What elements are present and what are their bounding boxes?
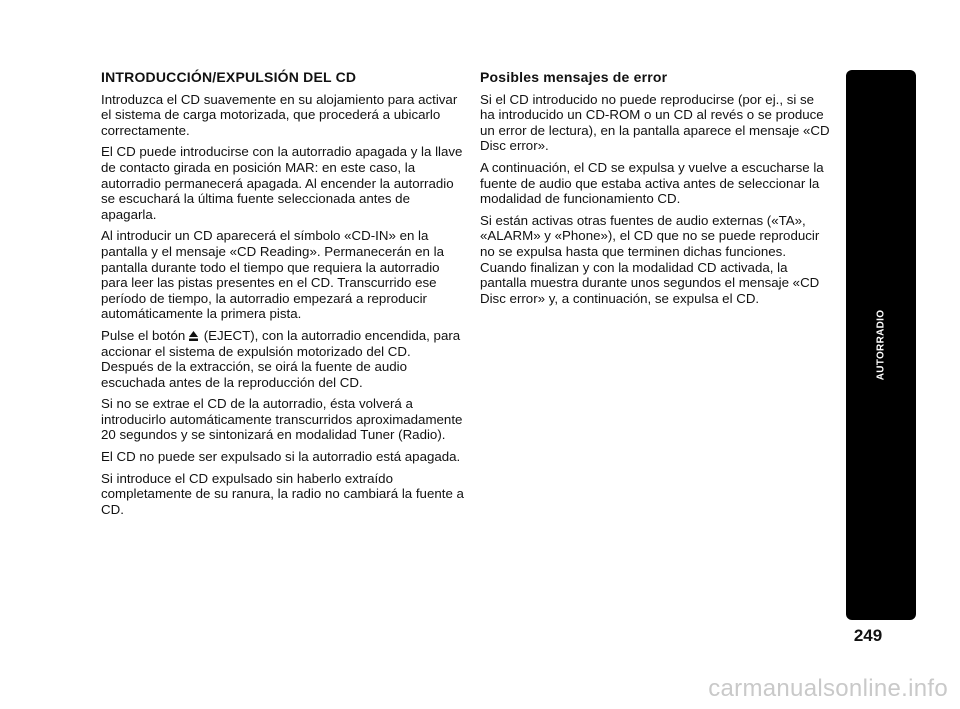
paragraph-auto-reinsert: Si no se extrae el CD de la autorradio, ésta volverá a introducirlo automáticamente transcurridos aproximadamente 20 segundos y se sintonizará en modalidad Tuner (Radio). (101, 396, 463, 443)
paragraph-partial-eject: Si introduce el CD expulsado sin haberlo extraído completamente de su ranura, la radio no cambiará la fuente a CD. (101, 470, 464, 517)
paragraph-cannot-eject-off: El CD no puede ser expulsado si la autorradio está apagada. (101, 449, 461, 465)
paragraph-eject-button (101, 328, 465, 390)
right-column (480, 70, 830, 312)
section-heading-error-messages: Posibles mensajes de error (480, 69, 668, 85)
paragraph-cd-in-symbol: Al introducir un CD aparecerá el símbolo «CD-IN» en la pantalla y el mensaje «CD Reading». Permanecerán en la pantalla durante todo el tiempo que requiera la autorradio para leer las pistas presentes en el CD. Transcurrido ese período de tiempo, la autorradio empezará a reproducir automáticamente la primera pista. (101, 228, 444, 322)
section-heading-insertion-ejection: INTRODUCCIÓN/EXPULSIÓN DEL CD (101, 69, 357, 85)
eject-icon (189, 331, 198, 341)
left-column (101, 70, 465, 523)
side-tab-label: AUTORRADIO (875, 309, 887, 381)
paragraph-external-sources: Si están activas otras fuentes de audio externas («TA», «ALARM» y «Phone»), el CD que no se puede reproducir no se expulsa hasta que terminen dichas funciones. Cuando finalizan y con la modalidad CD activada, la pantalla muestra durante unos segundos el mensaje «CD Disc error» y, a continuación, se expulsa el CD. (480, 212, 820, 306)
page-number: 249 (853, 626, 883, 645)
paragraph-disc-error: Si el CD introducido no puede reproducirse (por ej., si se ha introducido un CD-ROM o un CD al revés o se produce un error de lectura), en la pantalla aparece el mensaje «CD Disc error». (480, 91, 830, 154)
eject-text-before: Pulse el botón (101, 327, 186, 343)
section-side-tab (846, 70, 916, 620)
paragraph-after-eject: A continuación, el CD se expulsa y vuelve a escucharse la fuente de audio que estaba activa antes de seleccionar la modalidad de funcionamiento CD. (480, 159, 824, 207)
watermark: carmanualsonline.info (708, 675, 948, 702)
eject-text-after: (EJECT), con la autorradio encendida, para accionar el sistema de expulsión motorizado del CD. Después de la extracción, se oirá la fuente de audio escuchada antes de la reproducción del CD. (101, 327, 461, 390)
paragraph-insert-cd: Introduzca el CD suavemente en su alojamiento para activar el sistema de carga motorizada, que procederá a ubicarlo correctamente. (101, 91, 458, 138)
paragraph-insert-when-off: El CD puede introducirse con la autorradio apagada y la llave de contacto girada en posición MAR: en este caso, la autorradio permanecerá apagada. Al encender la autorradio se escuchará la última fuente seleccionada antes de apagarla. (101, 144, 463, 222)
